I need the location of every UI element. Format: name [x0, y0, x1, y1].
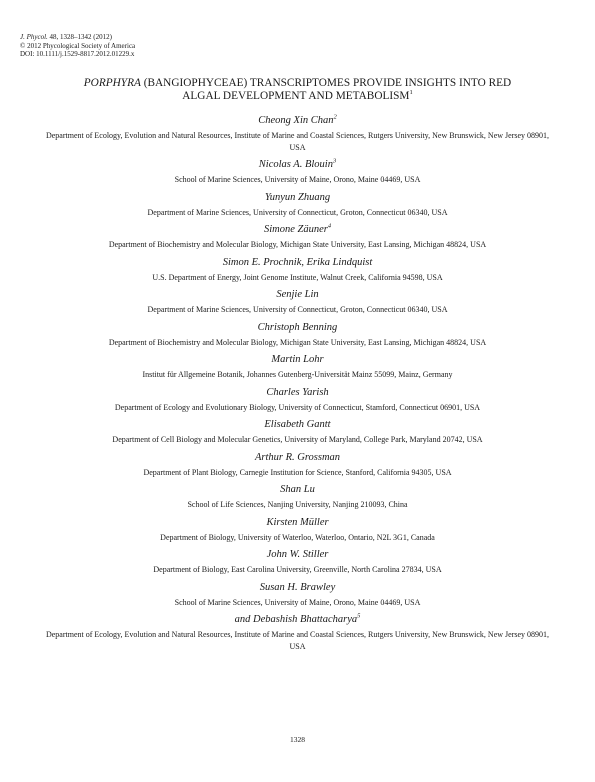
- author-block: [20, 288, 575, 316]
- title-footnote-marker: 1: [409, 89, 413, 97]
- author-name: [20, 321, 575, 334]
- citation-line: [20, 33, 135, 42]
- author-footnote-marker: 3: [332, 157, 337, 165]
- author-affiliation: Department of Ecology, Evolution and Natural Resources, Institute of Marine and Coastal Sciences, Rutgers University, New Brunswick, New Jersey 08901, USA: [45, 630, 550, 651]
- paper-title: [30, 77, 565, 103]
- author-affiliation: Department of Biochemistry and Molecular Biology, Michigan State University, East Lansing, Michigan 48824, USA: [108, 240, 487, 249]
- author-affiliation: School of Life Sciences, Nanjing University, Nanjing 210093, China: [187, 500, 408, 509]
- title-line-2: [30, 90, 565, 103]
- author-name-text: and Debashish Bhattacharya: [234, 614, 358, 625]
- author-affiliation: Department of Biochemistry and Molecular Biology, Michigan State University, East Lansing, Michigan 48824, USA: [108, 337, 487, 347]
- author-block: [20, 386, 575, 414]
- author-name-text: Arthur R. Grossman: [254, 451, 341, 463]
- copyright-line: © 2012 Phycological Society of America: [20, 41, 136, 50]
- author-name: [20, 114, 575, 127]
- author-block: [20, 191, 575, 219]
- volume-pages: 48, 1328–1342 (2012): [47, 33, 112, 41]
- author-affiliation: Department of Biology, East Carolina University, Greenville, North Carolina 27834, USA: [153, 565, 442, 574]
- author-affiliation: Department of Biology, University of Waterloo, Waterloo, Ontario, N2L 3G1, Canada: [160, 532, 435, 542]
- author-block: [20, 483, 575, 511]
- author-affiliation: Department of Plant Biology, Carnegie Institution for Science, Stanford, California 94305, USA: [143, 467, 452, 477]
- author-affiliation: School of Marine Sciences, University of Maine, Orono, Maine 04469, USA: [174, 597, 421, 607]
- author-affiliation: U.S. Department of Energy, Joint Genome Institute, Walnut Creek, California 94598, USA: [152, 272, 443, 282]
- author-affiliation: Department of Cell Biology and Molecular Genetics, University of Maryland, College Park, Maryland 20742, USA: [112, 435, 483, 444]
- author-name: [20, 581, 575, 594]
- doi-line: DOI: 10.1111/j.1529-8817.2012.01229.x: [20, 50, 135, 58]
- author-block: [20, 548, 575, 576]
- author-block: [20, 613, 575, 652]
- author-name-text: Susan H. Brawley: [259, 581, 336, 593]
- author-affiliation: Department of Ecology and Evolutionary Biology, University of Connecticut, Stamford, Connecticut 06901, USA: [114, 402, 481, 412]
- author-name-text: Yunyun Zhuang: [264, 191, 331, 203]
- author-name-text: Senjie Lin: [276, 289, 319, 300]
- author-name-text: Cheong Xin Chan: [258, 115, 334, 126]
- author-name: [20, 516, 575, 529]
- author-name-text: Simone Zäuner: [263, 224, 328, 235]
- title-line-2-text: ALGAL DEVELOPMENT AND METABOLISM: [182, 90, 410, 102]
- author-block: [20, 321, 575, 349]
- author-name-text: Nicolas A. Blouin: [258, 159, 333, 170]
- author-name: [20, 191, 575, 204]
- author-name-text: Charles Yarish: [266, 386, 329, 398]
- author-block: [20, 353, 575, 381]
- author-name: [20, 418, 575, 431]
- author-affiliation: Institut für Allgemeine Botanik, Johannes Gutenberg-Universität Mainz 55099, Mainz, Germany: [142, 370, 453, 379]
- author-name-text: Elisabeth Gantt: [264, 419, 331, 430]
- author-block: [20, 223, 575, 251]
- title-genus: PORPHYRA: [83, 77, 141, 89]
- author-block: [20, 581, 575, 609]
- author-name: [20, 451, 575, 464]
- author-block: [20, 158, 575, 186]
- author-list: [20, 114, 575, 657]
- author-name-text: Christoph Benning: [257, 321, 338, 333]
- author-name: [20, 223, 575, 236]
- journal-name: J. Phycol.: [20, 33, 48, 41]
- author-name-text: John W. Stiller: [266, 549, 329, 560]
- author-footnote-marker: 5: [357, 612, 361, 620]
- author-footnote-marker: 4: [327, 222, 332, 230]
- page-number: 1328: [290, 735, 305, 744]
- author-footnote-marker: 2: [333, 113, 337, 121]
- author-name-text: Shan Lu: [280, 484, 315, 495]
- author-name-text: Martin Lohr: [271, 354, 324, 365]
- journal-header: [20, 33, 135, 59]
- author-name: [20, 483, 575, 496]
- author-block: [20, 114, 575, 153]
- author-name: [20, 548, 575, 561]
- author-block: [20, 451, 575, 479]
- author-affiliation: School of Marine Sciences, University of Maine, Orono, Maine 04469, USA: [174, 175, 421, 184]
- author-name: [20, 613, 575, 626]
- author-block: [20, 516, 575, 544]
- author-name: [20, 256, 575, 269]
- author-name-text: Simon E. Prochnik, Erika Lindquist: [222, 256, 373, 268]
- author-block: [20, 256, 575, 284]
- author-name: [20, 288, 575, 301]
- author-block: [20, 418, 575, 446]
- author-name: [20, 158, 575, 171]
- author-name: [20, 353, 575, 366]
- title-line-1-rest: (BANGIOPHYCEAE) TRANSCRIPTOMES PROVIDE INSIGHTS INTO RED: [140, 77, 512, 89]
- author-name: [20, 386, 575, 399]
- title-line-1: [30, 77, 565, 90]
- author-affiliation: Department of Marine Sciences, University of Connecticut, Groton, Connecticut 06340, USA: [147, 305, 448, 314]
- author-affiliation: Department of Marine Sciences, University of Connecticut, Groton, Connecticut 06340, USA: [147, 207, 448, 217]
- author-name-text: Kirsten Müller: [266, 516, 329, 528]
- author-affiliation: Department of Ecology, Evolution and Natural Resources, Institute of Marine and Coastal Sciences, Rutgers University, New Brunswick, New Jersey 08901, USA: [45, 131, 550, 152]
